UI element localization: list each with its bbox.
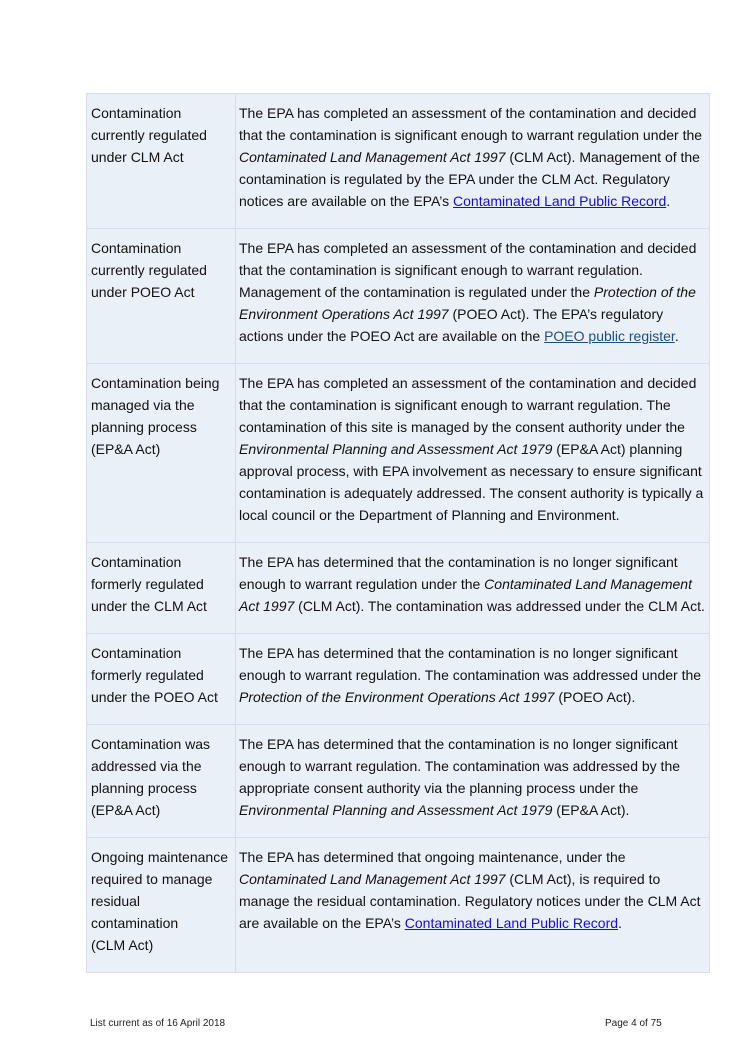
act-title: Contaminated Land Management Act 1997 <box>239 149 506 165</box>
description-text: (EP&A Act) planning approval process, with EPA involvement as necessary to ensure significant contamination is adequately addressed. The consent authority is typically a local council or the Department of Planning and Environment. <box>239 441 704 523</box>
description-text: The EPA has determined that the contamination is no longer significant enough to warrant regulation. The contamination was addressed by the appropriate consent authority via the planning process under the <box>239 736 681 796</box>
act-title: Contaminated Land Management Act 1997 <box>239 576 692 614</box>
description-text: The EPA has determined that the contamination is no longer significant enough to warrant regulation under the <box>239 554 678 592</box>
description-text: (CLM Act). Management of the contamination is regulated by the EPA under the CLM Act. Regulatory notices are available on the EPA’s <box>239 149 700 209</box>
description-text: (CLM Act). The contamination was addressed under the CLM Act. <box>294 598 705 614</box>
status-cell: Contamination formerly regulated under the POEO Act <box>87 634 236 724</box>
register-link[interactable]: POEO public register <box>544 328 675 344</box>
description-text: The EPA has completed an assessment of the contamination and decided that the contamination is significant enough to warrant regulation. Management of the contamination is regulated under the <box>239 240 697 300</box>
description-cell <box>236 838 709 972</box>
description-text: (POEO Act). The EPA’s regulatory actions under the POEO Act are available on the <box>239 306 664 344</box>
act-title: Protection of the Environment Operations Act 1997 <box>239 284 696 322</box>
act-title: Protection of the Environment Operations Act 1997 <box>239 689 555 705</box>
description-text: The EPA has determined that the contamination is no longer significant enough to warrant regulation. The contamination was addressed under the <box>239 645 702 683</box>
description-text: The EPA has completed an assessment of the contamination and decided that the contamination is significant enough to warrant regulation under the <box>239 105 703 143</box>
status-cell: Contamination formerly regulated under the CLM Act <box>87 543 236 633</box>
status-cell: Contamination currently regulated under CLM Act <box>87 94 236 228</box>
table-row <box>87 229 709 364</box>
description-cell <box>236 543 709 633</box>
act-title: Contaminated Land Management Act 1997 <box>239 871 506 887</box>
footer-list-date: List current as of 16 April 2018 <box>90 1018 226 1029</box>
table-row <box>87 725 709 838</box>
act-title: Environmental Planning and Assessment Act 1979 <box>239 441 553 457</box>
description-text: The EPA has completed an assessment of the contamination and decided that the contamination is significant enough to warrant regulation. The contamination of this site is managed by the consent authority under the <box>239 375 697 435</box>
description-cell <box>236 364 709 542</box>
description-cell <box>236 229 709 363</box>
description-text: (EP&A Act). <box>552 802 630 818</box>
register-link[interactable]: Contaminated Land Public Record <box>404 915 619 931</box>
description-cell <box>236 634 709 724</box>
description-text: . <box>666 193 671 209</box>
description-text: The EPA has determined that ongoing maintenance, under the <box>239 849 626 865</box>
status-cell: Ongoing maintenance required to manage residual contamination (CLM Act) <box>87 838 236 972</box>
status-cell: Contamination being managed via the planning process (EP&A Act) <box>87 364 236 542</box>
description-text: (POEO Act). <box>554 689 636 705</box>
table-row <box>87 634 709 725</box>
footer-page-number: Page 4 of 75 <box>605 1018 662 1029</box>
description-cell <box>236 94 709 228</box>
register-link[interactable]: Contaminated Land Public Record <box>453 193 667 209</box>
description-text: (CLM Act), is required to manage the residual contamination. Regulatory notices under the CLM Act are available on the EPA’s <box>239 871 701 931</box>
table-row <box>87 543 709 634</box>
table-row <box>87 838 709 973</box>
act-title: Environmental Planning and Assessment Act 1979 <box>239 802 553 818</box>
status-cell: Contamination was addressed via the planning process (EP&A Act) <box>87 725 236 837</box>
description-cell <box>236 725 709 837</box>
contamination-status-table <box>86 93 710 973</box>
status-cell: Contamination currently regulated under POEO Act <box>87 229 236 363</box>
description-text: . <box>674 328 679 344</box>
table-row <box>87 364 709 543</box>
table-row <box>87 94 709 229</box>
description-text: . <box>618 915 622 931</box>
